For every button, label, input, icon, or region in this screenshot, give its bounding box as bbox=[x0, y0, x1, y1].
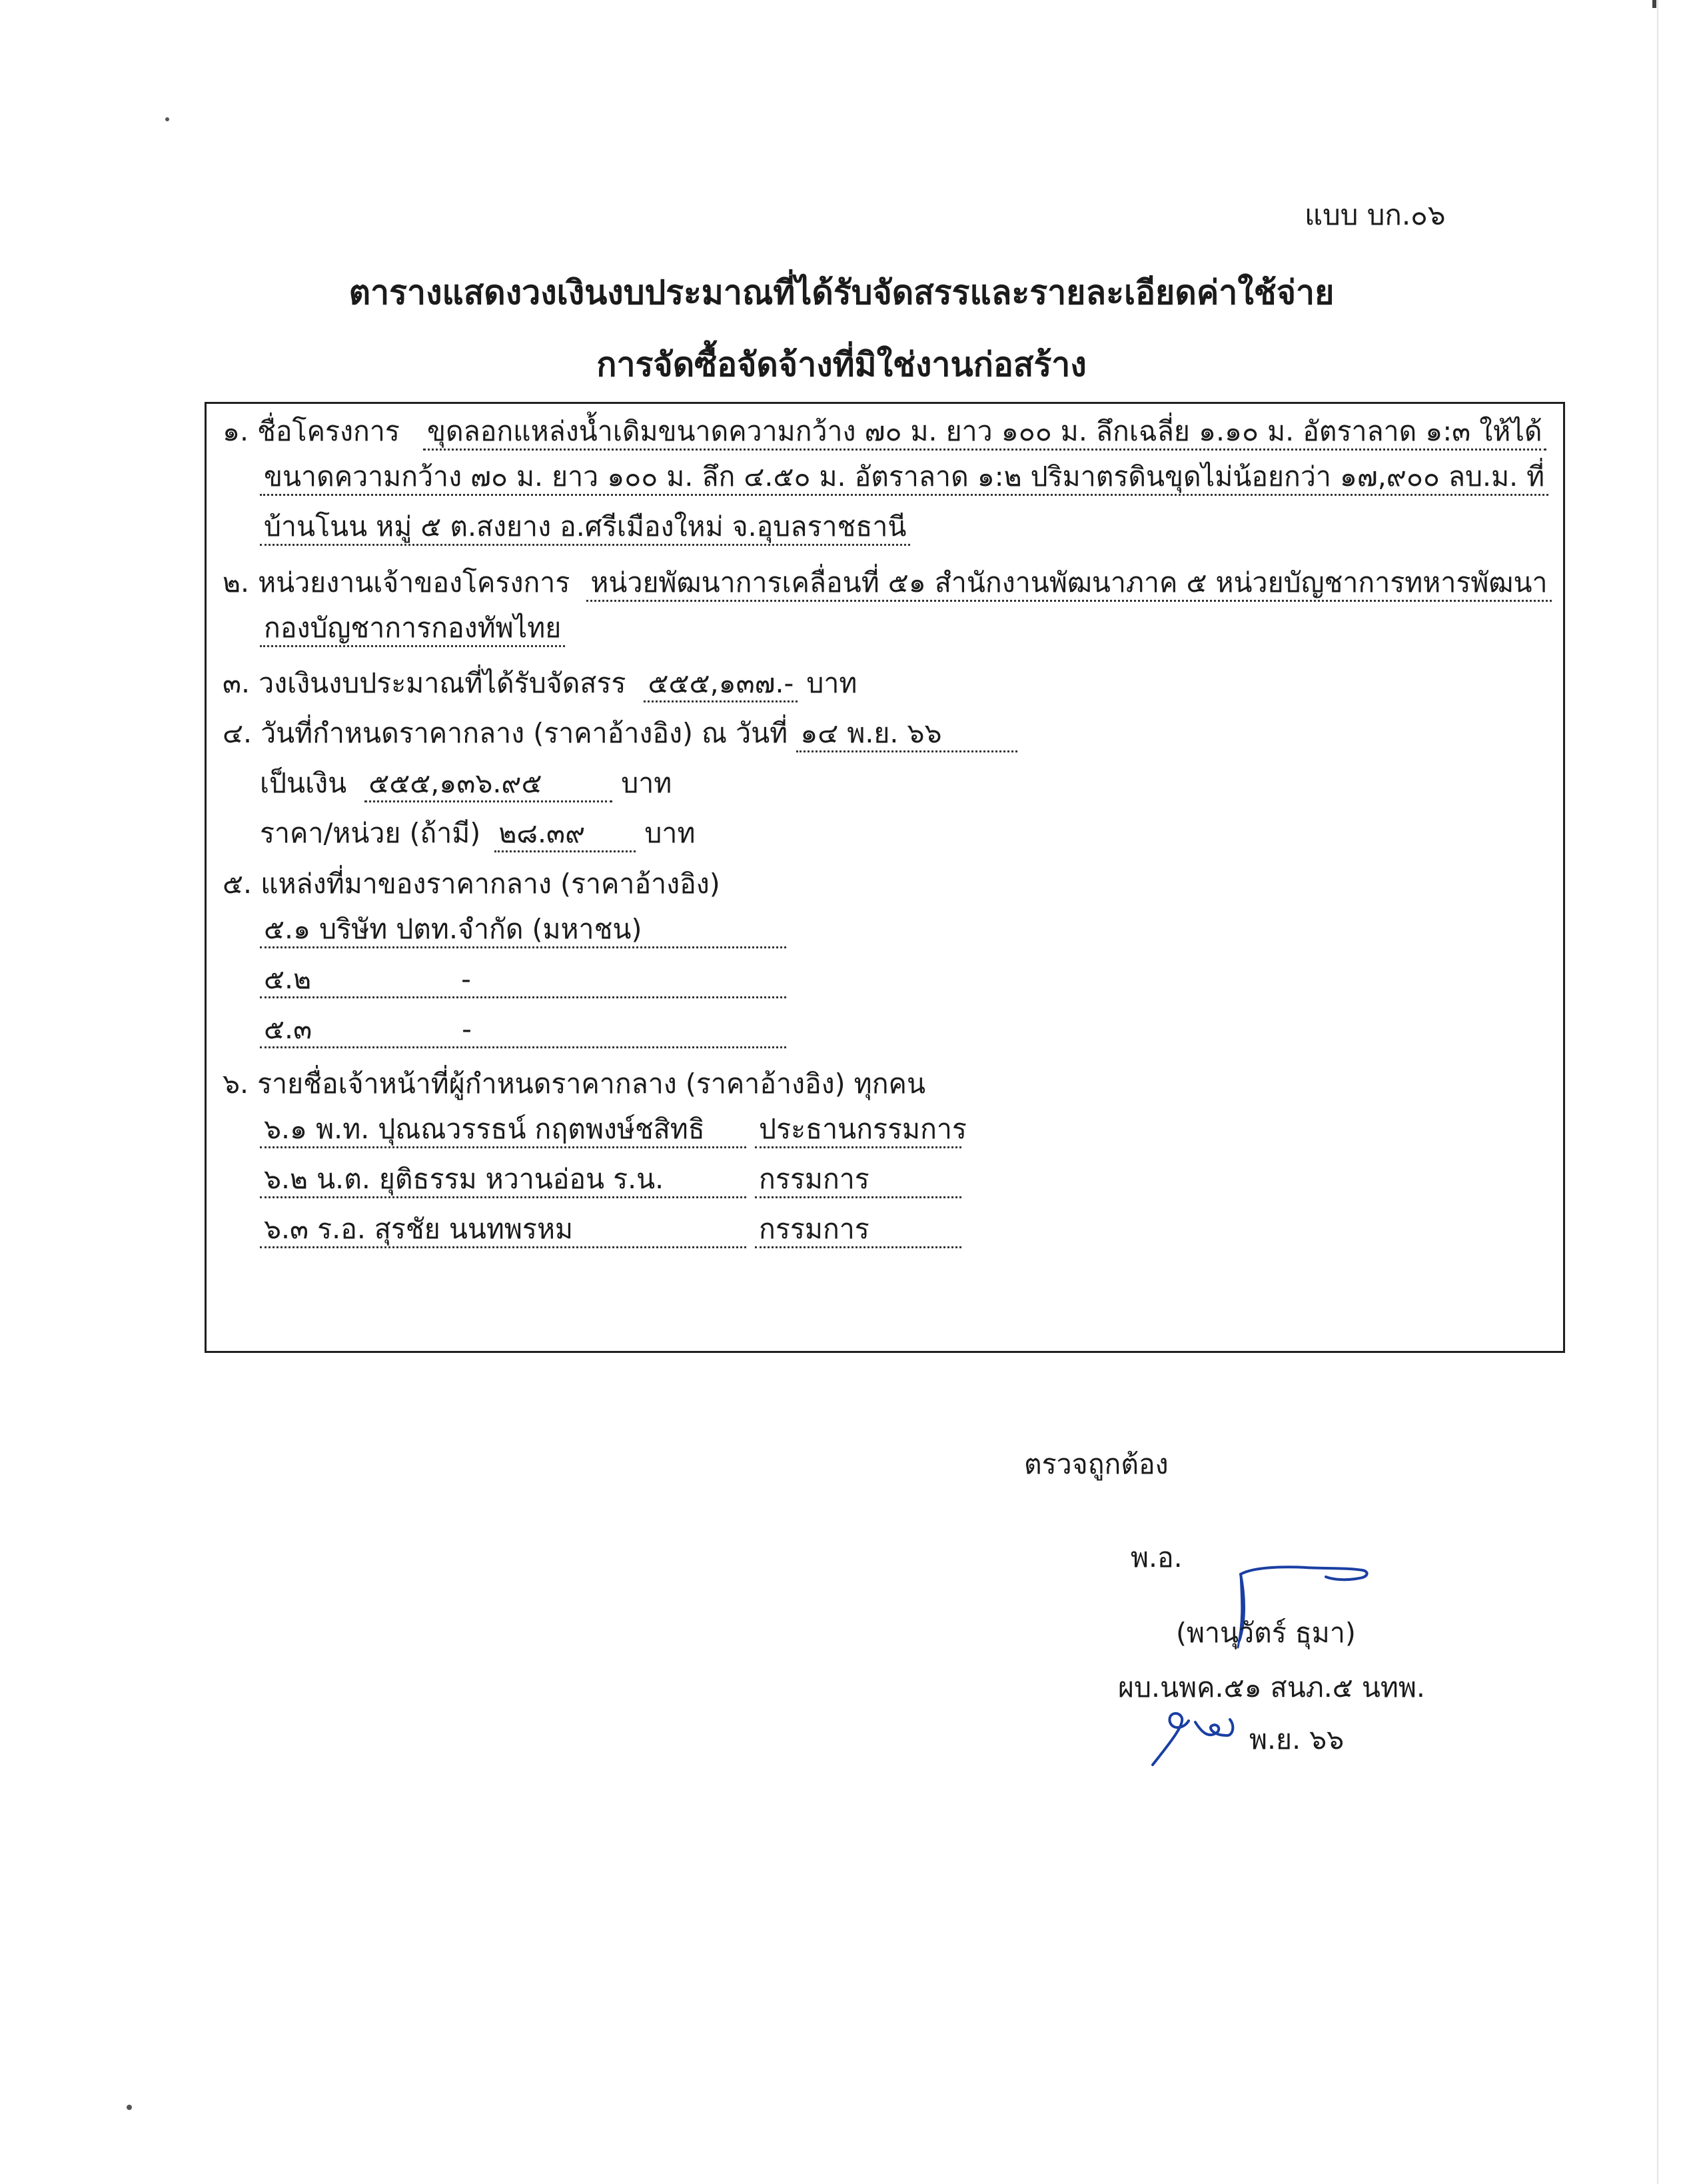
member-row bbox=[260, 1212, 961, 1248]
item2-agency-line1: หน่วยพัฒนาการเคลื่อนที่ ๕๑ สำนักงานพัฒนาภาค ๕ หน่วยบัญชาการทหารพัฒนา bbox=[586, 566, 1551, 602]
source-row bbox=[260, 962, 793, 998]
item5-label: ๕. แหล่งที่มาของราคากลาง (ราคาอ้างอิง) bbox=[223, 868, 720, 900]
scan-mark bbox=[1652, 0, 1656, 8]
member-role: กรรมการ bbox=[755, 1162, 961, 1198]
item6-label: ๖. รายชื่อเจ้าหน้าที่ผู้กำหนดราคากลาง (ราคาอ้างอิง) ทุกคน bbox=[223, 1068, 925, 1100]
item1-project-line1: ขุดลอกแหล่งน้ำเดิมขนาดความกว้าง ๗๐ ม. ยาว ๑๐๐ ม. ลึกเฉลี่ย ๑.๑๐ ม. อัตราลาด ๑:๓ ให้ได้ bbox=[423, 415, 1546, 451]
member-role: ประธานกรรมการ bbox=[755, 1112, 961, 1148]
item1-row bbox=[223, 410, 1546, 453]
item3-unit: บาท bbox=[806, 667, 857, 699]
item2-row bbox=[223, 561, 1552, 604]
verified-label: ตรวจถูกต้อง bbox=[1024, 1448, 1169, 1480]
item2-label: ๒. หน่วยงานเจ้าของโครงการ bbox=[223, 566, 570, 598]
item4-row bbox=[223, 712, 1017, 755]
document-subtitle: การจัดซื้อจัดจ้างที่มิใช่งานก่อสร้าง bbox=[596, 345, 1087, 384]
item3-row bbox=[223, 662, 857, 705]
item4-label: ๔. วันที่กำหนดราคากลาง (ราคาอ้างอิง) ณ วันที่ bbox=[223, 717, 788, 749]
item4-amount-value: ๕๕๕,๑๓๖.๙๕ bbox=[364, 766, 612, 802]
item4-unit-price-label: ราคา/หน่วย (ถ้ามี) bbox=[260, 817, 481, 849]
member-name: ๖.๑ พ.ท. ปุณณวรรธน์ กฤตพงษ์ชสิทธิ bbox=[260, 1112, 746, 1148]
scan-speck bbox=[165, 117, 169, 121]
item3-label: ๓. วงเงินงบประมาณที่ได้รับจัดสรร bbox=[223, 667, 626, 699]
source-value: ๕.๒ - bbox=[260, 962, 786, 998]
document-title: ตารางแสดงวงเงินงบประมาณที่ได้รับจัดสรรและรายละเอียดค่าใช้จ่าย bbox=[348, 273, 1335, 312]
item4-amount-label: เป็นเงิน bbox=[260, 767, 347, 799]
scan-speck bbox=[127, 2105, 132, 2110]
item4-unit-price-unit: บาท bbox=[644, 817, 696, 849]
item1-label: ๑. ชื่อโครงการ bbox=[223, 415, 400, 447]
handwritten-date-day bbox=[1147, 1706, 1247, 1773]
item1-row bbox=[260, 510, 910, 546]
form-code: แบบ บก.๐๖ bbox=[1305, 199, 1446, 231]
item3-budget-value: ๕๕๕,๑๓๗.- bbox=[644, 666, 798, 702]
approver-position: ผบ.นพค.๕๑ สนภ.๕ นทพ. bbox=[1118, 1671, 1425, 1703]
member-name: ๖.๓ ร.อ. สุรชัย นนทพรหม bbox=[260, 1212, 746, 1248]
approver-name: (พานุวัตร์ ธุมา) bbox=[1176, 1617, 1356, 1649]
member-name: ๖.๒ น.ต. ยุติธรรม หวานอ่อน ร.น. bbox=[260, 1162, 746, 1198]
item4-unit-price-row bbox=[260, 812, 695, 855]
approver-rank: พ.อ. bbox=[1131, 1542, 1183, 1574]
scan-edge-line bbox=[1657, 0, 1658, 2184]
approval-date: พ.ย. ๖๖ bbox=[1249, 1723, 1345, 1755]
item4-amount-unit: บาท bbox=[621, 767, 672, 799]
item1-project-line2: ขนาดความกว้าง ๗๐ ม. ยาว ๑๐๐ ม. ลึก ๔.๕๐ ม. อัตราลาด ๑:๒ ปริมาตรดินขุดไม่น้อยกว่า ๑๗,๙๐๐ ลบ.ม. ที่ bbox=[260, 460, 1548, 496]
source-row bbox=[260, 1012, 793, 1048]
source-value: ๕.๑ บริษัท ปตท.จำกัด (มหาชน) bbox=[260, 912, 786, 948]
item4-date-value: ๑๔ พ.ย. ๖๖ bbox=[796, 716, 1017, 752]
source-value: ๕.๓ - bbox=[260, 1012, 786, 1048]
member-role: กรรมการ bbox=[755, 1212, 961, 1248]
source-row bbox=[260, 912, 793, 948]
item1-project-line3: บ้านโนน หมู่ ๕ ต.สงยาง อ.ศรีเมืองใหม่ จ.อุบลราชธานี bbox=[260, 510, 910, 546]
item1-row bbox=[260, 460, 1548, 496]
item2-row bbox=[260, 611, 565, 647]
item4-amount-row bbox=[260, 762, 672, 805]
member-row bbox=[260, 1162, 961, 1198]
item2-agency-line2: กองบัญชาการกองทัพไทย bbox=[260, 611, 565, 647]
member-row bbox=[260, 1112, 967, 1148]
item4-unit-price-value: ๒๘.๓๙ bbox=[494, 816, 636, 852]
